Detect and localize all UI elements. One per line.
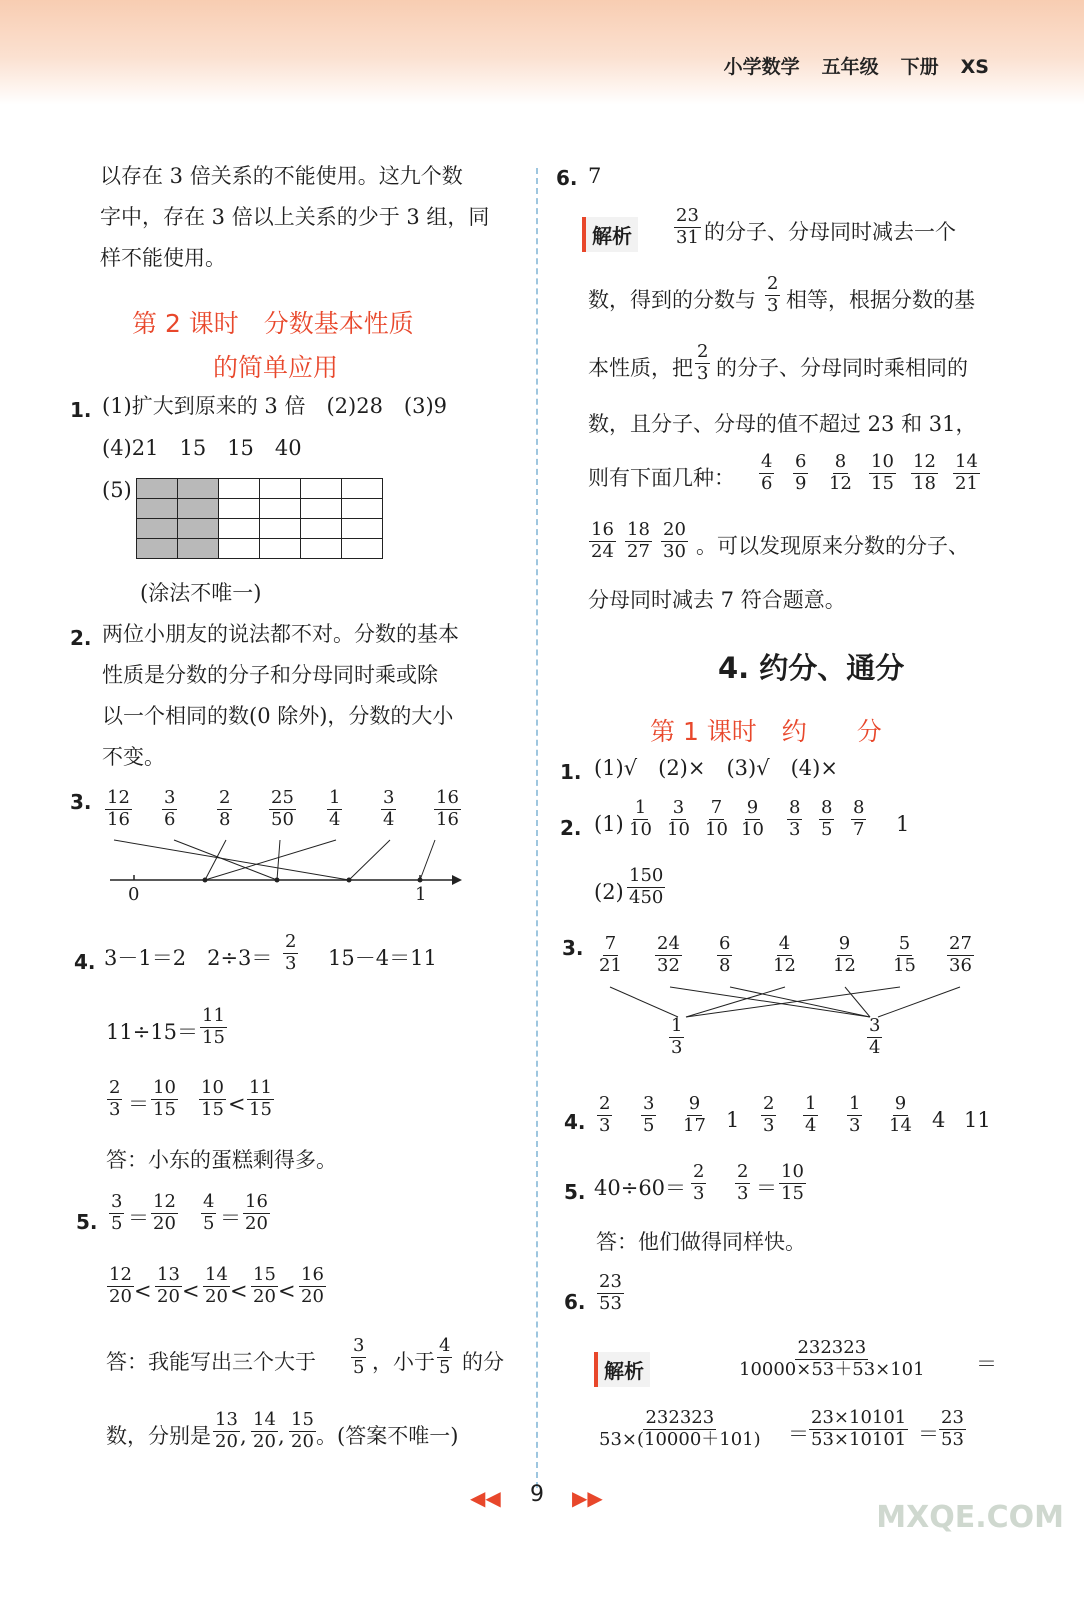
q4-answer: 答：小东的蛋糕剩得多。 xyxy=(106,1148,337,1172)
fraction: 8 7 xyxy=(853,797,865,840)
q-number: 6. xyxy=(556,166,578,190)
q-number: 4. xyxy=(564,1110,586,1134)
fraction: 24 32 xyxy=(657,933,680,976)
fraction: 2 3 xyxy=(767,273,779,316)
next-page-icon[interactable]: ▶▶ xyxy=(572,1486,603,1510)
fraction: 7 21 xyxy=(599,933,622,976)
fraction: 10 15 xyxy=(781,1161,804,1204)
fraction: 16 16 xyxy=(436,787,459,830)
q2-line: 以一个相同的数(0 除外)，分数的大小 xyxy=(102,704,454,728)
fraction: 9 12 xyxy=(833,933,856,976)
fraction: 16 20 xyxy=(245,1191,268,1234)
fraction: 150 450 xyxy=(629,865,664,908)
q1-part5: (5) xyxy=(102,478,132,502)
q-number: 6. xyxy=(564,1290,586,1314)
axis-label-one: 1 xyxy=(415,884,427,905)
q-number: 3. xyxy=(70,790,92,814)
intro-line: 以存在 3 倍关系的不能使用。这九个数 xyxy=(100,164,463,188)
lesson-title: 第 2 课时 分数基本性质 xyxy=(132,309,414,338)
fraction: 1 3 xyxy=(849,1093,861,1136)
header-subject: 小学数学 xyxy=(723,56,800,78)
fraction: 7 10 xyxy=(705,797,728,840)
q-number: 4. xyxy=(74,950,96,974)
fraction: 2 3 xyxy=(693,1161,705,1204)
fraction: 232323 53×(10000＋101) xyxy=(599,1407,761,1450)
fraction: 15 20 xyxy=(253,1264,276,1307)
fraction: 20 30 xyxy=(663,519,686,562)
intro-line: 样不能使用。 xyxy=(100,246,226,270)
fraction: 4 12 xyxy=(773,933,796,976)
fraction: 15 20 xyxy=(291,1409,314,1452)
q1-line: (1)扩大到原来的 3 倍 (2)28 (3)9 xyxy=(102,394,448,418)
prev-page-icon[interactable]: ◀◀ xyxy=(470,1486,501,1510)
q2-line: 性质是分数的分子和分母同时乘或除 xyxy=(102,663,438,687)
header-edition: XS xyxy=(960,56,989,78)
analysis-tag: 解析 xyxy=(594,1352,650,1387)
header-grade: 五年级 xyxy=(821,56,879,78)
fraction: 14 20 xyxy=(205,1264,228,1307)
page-number: 9 xyxy=(530,1482,544,1507)
fraction: 16 20 xyxy=(301,1264,324,1307)
fraction: 3 5 xyxy=(353,1335,365,1378)
q-number: 2. xyxy=(560,816,582,840)
intro-line: 字中，存在 3 倍以上关系的少于 3 组，同 xyxy=(100,205,490,229)
q6-answer: 7 xyxy=(588,164,602,188)
fraction: 10 15 xyxy=(871,451,894,494)
axis-label-zero: 0 xyxy=(128,884,140,905)
fraction: 23 53 xyxy=(599,1271,622,1314)
fraction: 2 3 xyxy=(737,1161,749,1204)
fraction: 23 31 xyxy=(676,205,699,248)
fraction: 2 3 xyxy=(697,341,709,384)
q1-line: (4)21 15 15 40 xyxy=(102,436,302,460)
fraction: 10 15 xyxy=(201,1077,224,1120)
fraction: 1 4 xyxy=(329,787,341,830)
q-number: 1. xyxy=(70,398,92,422)
fraction: 23 53 xyxy=(941,1407,964,1450)
fraction: 14 21 xyxy=(955,451,978,494)
fraction: 27 36 xyxy=(949,933,972,976)
fraction: 11 15 xyxy=(249,1077,272,1120)
fraction: 2 3 xyxy=(285,931,297,974)
fraction: 3 6 xyxy=(164,787,176,830)
fraction: 9 14 xyxy=(889,1093,912,1136)
header xyxy=(702,52,989,79)
fraction: 6 8 xyxy=(719,933,731,976)
fraction: 3 5 xyxy=(643,1093,655,1136)
q4-expr: 11÷15＝ xyxy=(106,1020,199,1044)
fraction: 3 5 xyxy=(111,1191,123,1234)
fraction: 3 10 xyxy=(667,797,690,840)
fraction: 2 3 xyxy=(599,1093,611,1136)
fraction: 8 5 xyxy=(821,797,833,840)
fraction: 8 3 xyxy=(789,797,801,840)
fraction: 18 27 xyxy=(627,519,650,562)
q-number: 2. xyxy=(70,626,92,650)
fraction: 4 6 xyxy=(761,451,773,494)
fraction: 3 4 xyxy=(869,1015,881,1058)
column-divider xyxy=(536,168,538,1488)
fraction: 8 12 xyxy=(829,451,852,494)
fraction: 1 4 xyxy=(805,1093,817,1136)
fraction: 5 15 xyxy=(893,933,916,976)
matching-lines xyxy=(590,985,990,1025)
fraction: 12 16 xyxy=(107,787,130,830)
q1-note: (涂法不唯一) xyxy=(140,581,262,605)
lesson-title: 第 1 课时 约 分 xyxy=(650,717,882,746)
q4-expr: 15－4＝11 xyxy=(328,946,437,970)
q2-line: 两位小朋友的说法都不对。分数的基本 xyxy=(102,622,459,646)
fraction: 12 18 xyxy=(913,451,936,494)
fraction: 25 50 xyxy=(271,787,294,830)
fraction: 9 10 xyxy=(741,797,764,840)
fraction: 1 3 xyxy=(671,1015,683,1058)
q-number: 5. xyxy=(76,1210,98,1234)
fraction: 16 24 xyxy=(591,519,614,562)
fraction: 13 20 xyxy=(215,1409,238,1452)
fraction: 13 20 xyxy=(157,1264,180,1307)
q-number: 5. xyxy=(564,1180,586,1204)
fraction: 2 3 xyxy=(109,1077,121,1120)
fraction: 10 15 xyxy=(153,1077,176,1120)
fraction: 2 3 xyxy=(763,1093,775,1136)
shaded-grid xyxy=(136,478,383,559)
fraction: 12 20 xyxy=(153,1191,176,1234)
q5-answer: 答：我能写出三个大于 xyxy=(106,1350,316,1374)
fraction: 9 17 xyxy=(683,1093,706,1136)
fraction: 232323 10000×53＋53×101 xyxy=(739,1337,925,1380)
analysis-tag: 解析 xyxy=(582,217,638,252)
fraction: 6 9 xyxy=(795,451,807,494)
fraction: 23×10101 53×10101 xyxy=(811,1407,907,1450)
r5-answer: 答：他们做得同样快。 xyxy=(596,1230,806,1254)
fraction: 3 4 xyxy=(383,787,395,830)
q-number: 1. xyxy=(560,760,582,784)
fraction: 4 5 xyxy=(203,1191,215,1234)
q-number: 3. xyxy=(562,936,584,960)
fraction: 14 20 xyxy=(253,1409,276,1452)
q2-line: 不变。 xyxy=(102,745,165,769)
fraction: 4 5 xyxy=(439,1335,451,1378)
watermark: MXQE.COM xyxy=(876,1500,1064,1535)
fraction: 12 20 xyxy=(109,1264,132,1307)
section-title: 4. 约分、通分 xyxy=(718,651,905,685)
fraction: 11 15 xyxy=(202,1005,225,1048)
q4-expr: 3－1＝2 2÷3＝ xyxy=(104,946,273,970)
r1-answer: (1)√ (2)× (3)√ (4)× xyxy=(594,756,838,780)
header-volume: 下册 xyxy=(900,56,939,78)
fraction: 1 10 xyxy=(629,797,652,840)
fraction: 2 8 xyxy=(219,787,231,830)
lesson-title: 的简单应用 xyxy=(213,353,339,382)
